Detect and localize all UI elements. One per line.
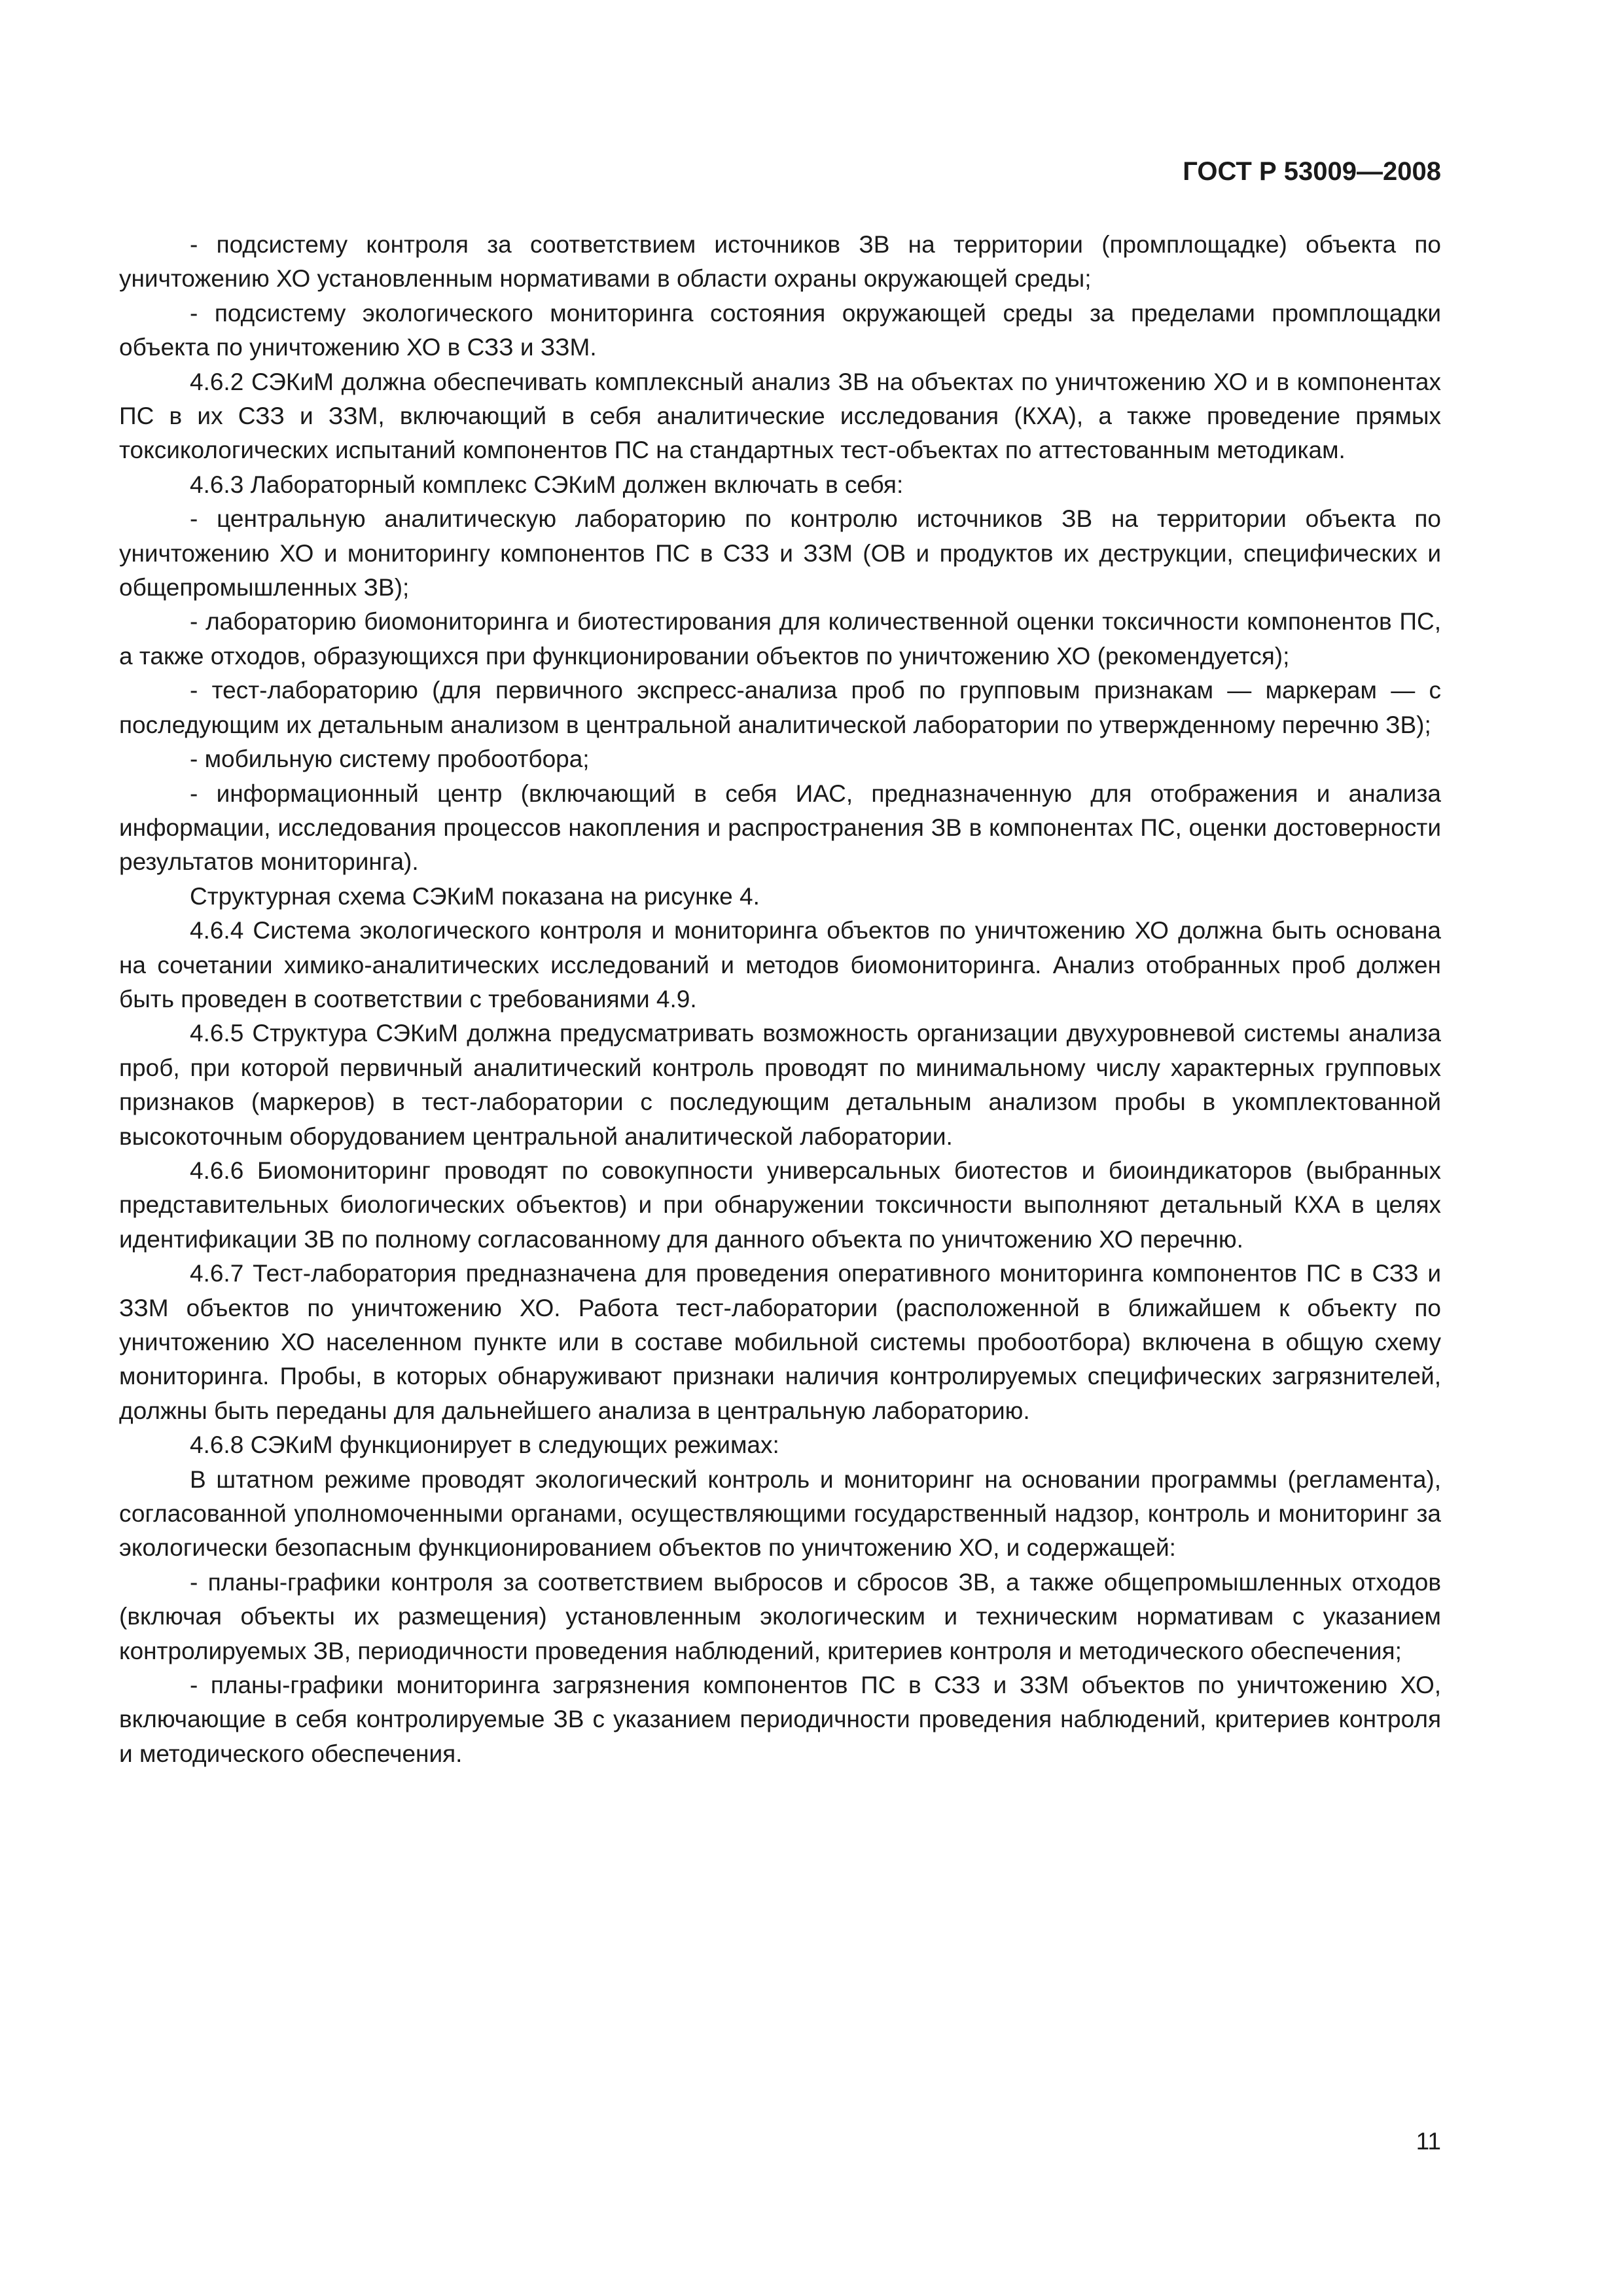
paragraph: - мобильную систему пробоотбора; bbox=[190, 745, 590, 773]
document-body bbox=[119, 228, 1441, 1771]
paragraph: - планы-графики контроля за соответствием выбросов и сбросов ЗВ, а также общепромышленных отходов (включая объекты их размещения) установленным экологическим и техническим нормативам с указанием контролируемых ЗВ, периодичности проведения наблюдений, критериев контроля и методического обеспечения; bbox=[119, 1568, 1441, 1664]
document-header: ГОСТ Р 53009—2008 bbox=[1183, 157, 1441, 186]
page-number: 11 bbox=[1416, 2128, 1441, 2155]
paragraph: 4.6.8 СЭКиМ функционирует в следующих режимах: bbox=[190, 1431, 779, 1459]
paragraph: 4.6.7 Тест-лаборатория предназначена для проведения оперативного мониторинга компонентов ПС в СЗЗ и ЗЗМ объектов по уничтожению ХО. Работа тест-лаборатории (расположенной в ближайшем к объекту по уничтожению ХО населенном пункте или в составе мобильной системы пробоотбора) включена в общую схему мониторинга. Пробы, в которых обнаруживают признаки наличия контролируемых специфических загрязнителей, должны быть переданы для дальнейшего анализа в центральную лабораторию. bbox=[119, 1260, 1441, 1424]
paragraph: - информационный центр (включающий в себя ИАС, предназначенную для отображения и анализа информации, исследования процессов накопления и распространения ЗВ в компонентах ПС, оценки достоверности результатов мониторинга). bbox=[119, 780, 1441, 876]
paragraph: 4.6.6 Биомониторинг проводят по совокупности универсальных биотестов и биоиндикаторов (выбранных представительных биологических объектов) и при обнаружении токсичности выполняют детальный КХА в целях идентификации ЗВ по полному согласованному для данного объекта по уничтожению ХО перечню. bbox=[119, 1157, 1441, 1253]
paragraph: - центральную аналитическую лабораторию по контролю источников ЗВ на территории объекта по уничтожению ХО и мониторингу компонентов ПС в СЗЗ и ЗЗМ (ОВ и продуктов их деструкции, специфических и общепромышленных ЗВ); bbox=[119, 505, 1441, 601]
paragraph: Структурная схема СЭКиМ показана на рисунке 4. bbox=[190, 882, 760, 910]
paragraph: 4.6.3 Лабораторный комплекс СЭКиМ должен включать в себя: bbox=[190, 471, 904, 498]
paragraph: - планы-графики мониторинга загрязнения компонентов ПС в СЗЗ и ЗЗМ объектов по уничтожению ХО, включающие в себя контролируемые ЗВ с указанием периодичности проведения наблюдений, критериев контроля и методического обеспечения. bbox=[119, 1672, 1441, 1767]
paragraph: - подсистему экологического мониторинга состояния окружающей среды за пределами промплощадки объекта по уничтожению ХО в СЗЗ и ЗЗМ. bbox=[119, 299, 1441, 361]
paragraph: 4.6.5 Структура СЭКиМ должна предусматривать возможность организации двухуровневой системы анализа проб, при которой первичный аналитический контроль проводят по минимальному числу характерных групповых признаков (маркеров) в тест-лаборатории с последующим детальным анализом пробы в укомплектованной высокоточным оборудованием центральной аналитической лаборатории. bbox=[119, 1020, 1441, 1150]
paragraph: 4.6.2 СЭКиМ должна обеспечивать комплексный анализ ЗВ на объектах по уничтожению ХО и в компонентах ПС в их СЗЗ и ЗЗМ, включающий в себя аналитические исследования (КХА), а также проведение прямых токсикологических испытаний компонентов ПС на стандартных тест-объектах по аттестованным методикам. bbox=[119, 368, 1441, 464]
paragraph: 4.6.4 Система экологического контроля и мониторинга объектов по уничтожению ХО должна быть основана на сочетании химико-аналитических исследований и методов биомониторинга. Анализ отобранных проб должен быть проведен в соответствии с требованиями 4.9. bbox=[119, 917, 1441, 1013]
paragraph: - тест-лабораторию (для первичного экспресс-анализа проб по групповым признакам — маркерам — с последующим их детальным анализом в центральной аналитической лаборатории по утвержденному перечню ЗВ); bbox=[119, 677, 1441, 738]
paragraph: - подсистему контроля за соответствием источников ЗВ на территории (промплощадке) объекта по уничтожению ХО установленным нормативами в области охраны окружающей среды; bbox=[119, 231, 1441, 293]
paragraph: - лабораторию биомониторинга и биотестирования для количественной оценки токсичности компонентов ПС, а также отходов, образующихся при функционировании объектов по уничтожению ХО (рекомендуется); bbox=[119, 608, 1441, 670]
paragraph: В штатном режиме проводят экологический контроль и мониторинг на основании программы (регламента), согласованной уполномоченными органами, осуществляющими государственный надзор, контроль и мониторинг за экологически безопасным функционированием объектов по уничтожению ХО, и содержащей: bbox=[119, 1465, 1441, 1562]
